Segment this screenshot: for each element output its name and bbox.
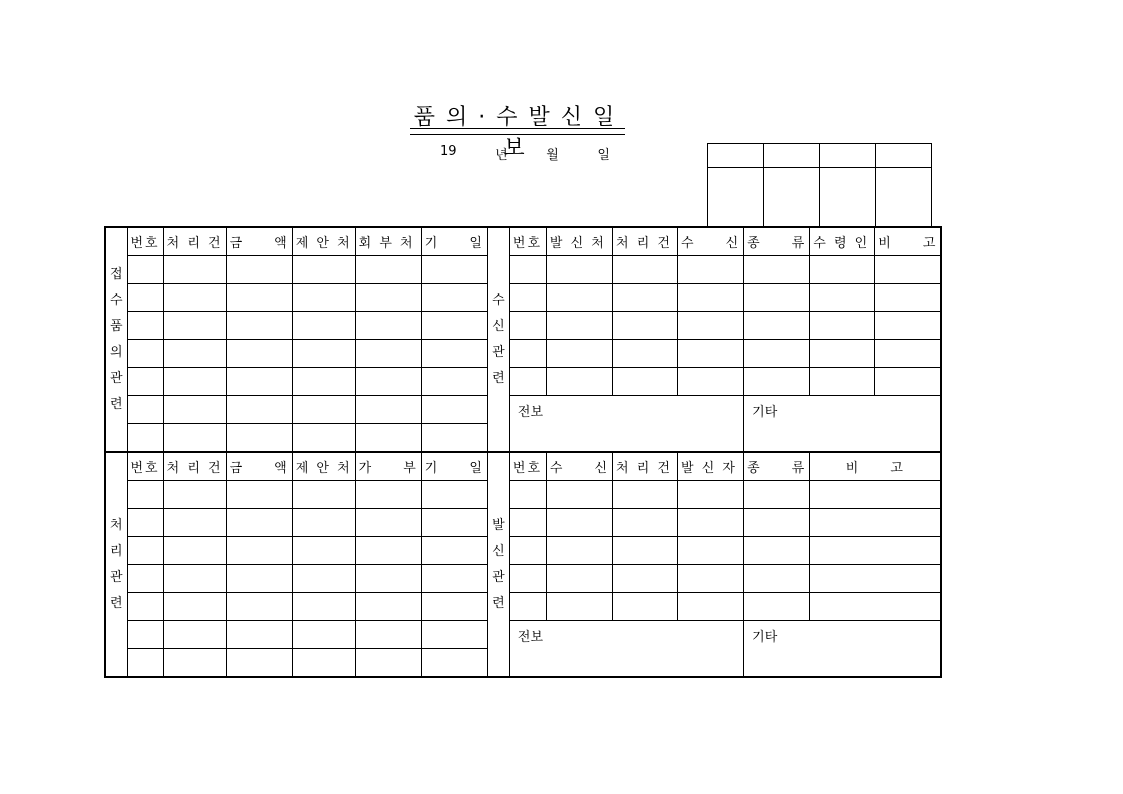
entry-cell[interactable] [127,481,163,509]
entry-cell[interactable] [226,312,292,340]
entry-cell[interactable] [613,368,678,396]
entry-cell[interactable] [546,509,612,537]
entry-cell[interactable] [875,284,942,312]
entry-cell[interactable] [127,621,163,649]
entry-cell[interactable] [163,593,226,621]
entry-cell[interactable] [509,565,546,593]
entry-cell[interactable] [127,593,163,621]
column-header: 번호 [127,452,163,481]
memo-cell[interactable]: 전보 [509,396,743,453]
entry-cell[interactable] [613,537,678,565]
column-header: 번호 [127,227,163,256]
entry-cell[interactable] [678,368,744,396]
side-label-char: 처 [109,517,123,533]
side-label-left [105,452,127,677]
entry-cell[interactable] [810,368,875,396]
side-label-char: 련 [492,370,505,386]
entry-cell[interactable] [744,340,810,368]
entry-cell[interactable] [292,312,355,340]
entry-cell[interactable] [355,509,421,537]
approval-sign-cell[interactable] [820,168,876,227]
entry-cell[interactable] [421,312,487,340]
side-label-char: 리 [109,543,123,559]
column-header: 처 리 건 [613,227,678,256]
entry-cell[interactable] [421,340,487,368]
other-cell[interactable]: 기타 [744,621,942,678]
approval-cell[interactable] [820,144,876,168]
side-label-char: 접 [109,266,123,282]
date-line [440,144,610,163]
entry-cell[interactable] [127,284,163,312]
entry-cell[interactable] [810,481,942,509]
entry-cell[interactable] [810,509,942,537]
column-header: 제 안 처 [292,227,355,256]
entry-cell[interactable] [292,621,355,649]
entry-cell[interactable] [163,312,226,340]
entry-cell[interactable] [509,509,546,537]
column-header: 처 리 건 [163,227,226,256]
column-header: 종 류 [744,452,810,481]
entry-cell[interactable] [613,340,678,368]
entry-cell[interactable] [875,312,942,340]
entry-cell[interactable] [226,340,292,368]
side-label-char: 련 [109,595,123,611]
entry-cell[interactable] [678,537,744,565]
side-label-left [105,227,127,452]
column-header: 금 액 [226,227,292,256]
column-header: 수 령 인 [810,227,875,256]
entry-cell[interactable] [744,537,810,565]
column-header: 기 일 [421,452,487,481]
entry-cell[interactable] [744,312,810,340]
entry-cell[interactable] [509,284,546,312]
entry-cell[interactable] [421,396,487,424]
entry-cell[interactable] [875,256,942,284]
entry-cell[interactable] [875,340,942,368]
side-label-char: 관 [109,569,123,585]
entry-cell[interactable] [678,565,744,593]
side-label-right [487,452,509,677]
entry-cell[interactable] [127,256,163,284]
approval-sign-cell[interactable] [708,168,764,227]
entry-cell[interactable] [810,256,875,284]
entry-cell[interactable] [163,481,226,509]
entry-cell[interactable] [421,593,487,621]
entry-cell[interactable] [744,368,810,396]
entry-cell[interactable] [421,537,487,565]
entry-cell[interactable] [292,284,355,312]
approval-sign-cell[interactable] [876,168,932,227]
column-header: 제 안 처 [292,452,355,481]
entry-cell[interactable] [509,368,546,396]
entry-cell[interactable] [163,565,226,593]
entry-cell[interactable] [355,312,421,340]
entry-cell[interactable] [546,593,612,621]
entry-cell[interactable] [226,509,292,537]
entry-cell[interactable] [226,593,292,621]
entry-cell[interactable] [678,284,744,312]
entry-cell[interactable] [546,312,612,340]
entry-cell[interactable] [678,256,744,284]
entry-cell[interactable] [292,481,355,509]
entry-cell[interactable] [226,649,292,678]
side-label-right [487,227,509,452]
column-header: 비 고 [875,227,942,256]
entry-cell[interactable] [355,256,421,284]
column-header: 처 리 건 [163,452,226,481]
date-year-label: 년 [495,148,508,163]
column-header: 금 액 [226,452,292,481]
entry-cell[interactable] [163,649,226,678]
column-header: 비 고 [810,452,942,481]
entry-cell[interactable] [678,509,744,537]
entry-cell[interactable] [355,593,421,621]
entry-cell[interactable] [421,565,487,593]
entry-cell[interactable] [292,396,355,424]
daily-report-table [104,226,942,678]
entry-cell[interactable] [355,621,421,649]
entry-cell[interactable] [678,340,744,368]
entry-cell[interactable] [509,312,546,340]
column-header: 기 일 [421,227,487,256]
entry-cell[interactable] [226,424,292,453]
column-header: 번호 [509,452,546,481]
entry-cell[interactable] [744,593,810,621]
entry-cell[interactable] [127,509,163,537]
entry-cell[interactable] [355,649,421,678]
side-label-char: 관 [492,344,505,360]
entry-cell[interactable] [421,481,487,509]
entry-cell[interactable] [226,621,292,649]
entry-cell[interactable] [163,509,226,537]
entry-cell[interactable] [292,649,355,678]
side-label-char: 관 [109,370,123,386]
entry-cell[interactable] [292,537,355,565]
entry-cell[interactable] [613,481,678,509]
side-label-char: 수 [109,292,123,308]
entry-cell[interactable] [509,481,546,509]
entry-cell[interactable] [546,368,612,396]
entry-cell[interactable] [744,256,810,284]
entry-cell[interactable] [355,368,421,396]
entry-cell[interactable] [355,481,421,509]
entry-cell[interactable] [421,284,487,312]
entry-cell[interactable] [163,368,226,396]
entry-cell[interactable] [163,396,226,424]
side-label-char: 신 [492,543,505,559]
approval-cell[interactable] [876,144,932,168]
entry-cell[interactable] [421,649,487,678]
entry-cell[interactable] [163,621,226,649]
side-label-char: 련 [109,396,123,412]
entry-cell[interactable] [810,284,875,312]
entry-cell[interactable] [744,284,810,312]
entry-cell[interactable] [163,256,226,284]
entry-cell[interactable] [744,481,810,509]
side-label-char: 발 [492,517,505,533]
entry-cell[interactable] [163,424,226,453]
entry-cell[interactable] [546,481,612,509]
approval-cell[interactable] [708,144,764,168]
entry-cell[interactable] [509,256,546,284]
column-header: 처 리 건 [613,452,678,481]
column-header: 수 신 [678,227,744,256]
approval-cell[interactable] [764,144,820,168]
entry-cell[interactable] [292,340,355,368]
side-label-char: 품 [109,318,123,334]
entry-cell[interactable] [127,396,163,424]
entry-cell[interactable] [421,424,487,453]
entry-cell[interactable] [226,368,292,396]
entry-cell[interactable] [421,368,487,396]
entry-cell[interactable] [875,368,942,396]
entry-cell[interactable] [355,396,421,424]
entry-cell[interactable] [546,565,612,593]
entry-cell[interactable] [355,340,421,368]
entry-cell[interactable] [613,509,678,537]
entry-cell[interactable] [355,284,421,312]
entry-cell[interactable] [421,509,487,537]
entry-cell[interactable] [810,312,875,340]
entry-cell[interactable] [546,256,612,284]
entry-cell[interactable] [613,312,678,340]
approval-sign-cell[interactable] [764,168,820,227]
entry-cell[interactable] [292,593,355,621]
entry-cell[interactable] [226,481,292,509]
entry-cell[interactable] [810,537,942,565]
title-underline [410,128,625,135]
entry-cell[interactable] [613,593,678,621]
entry-cell[interactable] [546,537,612,565]
entry-cell[interactable] [810,593,942,621]
entry-cell[interactable] [127,340,163,368]
side-label-char: 신 [492,318,505,334]
memo-cell[interactable]: 전보 [509,621,743,678]
entry-cell[interactable] [226,565,292,593]
entry-cell[interactable] [678,593,744,621]
entry-cell[interactable] [546,340,612,368]
entry-cell[interactable] [509,340,546,368]
entry-cell[interactable] [613,565,678,593]
side-label-char: 의 [109,344,123,360]
date-month-label: 월 [546,148,559,163]
entry-cell[interactable] [613,256,678,284]
side-label-char: 관 [492,569,505,585]
column-header: 종 류 [744,227,810,256]
entry-cell[interactable] [292,565,355,593]
entry-cell[interactable] [421,621,487,649]
entry-cell[interactable] [226,284,292,312]
entry-cell[interactable] [678,312,744,340]
entry-cell[interactable] [810,565,942,593]
date-day-label: 일 [597,148,610,163]
entry-cell[interactable] [292,424,355,453]
entry-cell[interactable] [810,340,875,368]
column-header: 회 부 처 [355,227,421,256]
entry-cell[interactable] [163,284,226,312]
side-label-char: 수 [492,292,505,308]
entry-cell[interactable] [127,649,163,678]
entry-cell[interactable] [678,481,744,509]
column-header: 발 신 자 [678,452,744,481]
entry-cell[interactable] [163,537,226,565]
entry-cell[interactable] [226,537,292,565]
entry-cell[interactable] [509,593,546,621]
side-label-char: 련 [492,595,505,611]
entry-cell[interactable] [744,565,810,593]
entry-cell[interactable] [355,537,421,565]
column-header: 발 신 처 [546,227,612,256]
entry-cell[interactable] [355,565,421,593]
date-year-prefix: 19 [440,144,457,159]
entry-cell[interactable] [292,256,355,284]
entry-cell[interactable] [355,424,421,453]
other-cell[interactable]: 기타 [744,396,942,453]
page-title: 품 의 · 수 발 신 일 보 [413,105,617,161]
entry-cell[interactable] [127,565,163,593]
entry-cell[interactable] [226,396,292,424]
entry-cell[interactable] [546,284,612,312]
entry-cell[interactable] [292,509,355,537]
column-header: 가 부 [355,452,421,481]
approval-box [707,143,932,227]
entry-cell[interactable] [127,424,163,453]
column-header: 번호 [509,227,546,256]
column-header: 수 신 [546,452,612,481]
entry-cell[interactable] [509,537,546,565]
entry-cell[interactable] [127,537,163,565]
entry-cell[interactable] [127,312,163,340]
entry-cell[interactable] [744,509,810,537]
entry-cell[interactable] [127,368,163,396]
entry-cell[interactable] [421,256,487,284]
entry-cell[interactable] [163,340,226,368]
entry-cell[interactable] [226,256,292,284]
entry-cell[interactable] [613,284,678,312]
entry-cell[interactable] [292,368,355,396]
